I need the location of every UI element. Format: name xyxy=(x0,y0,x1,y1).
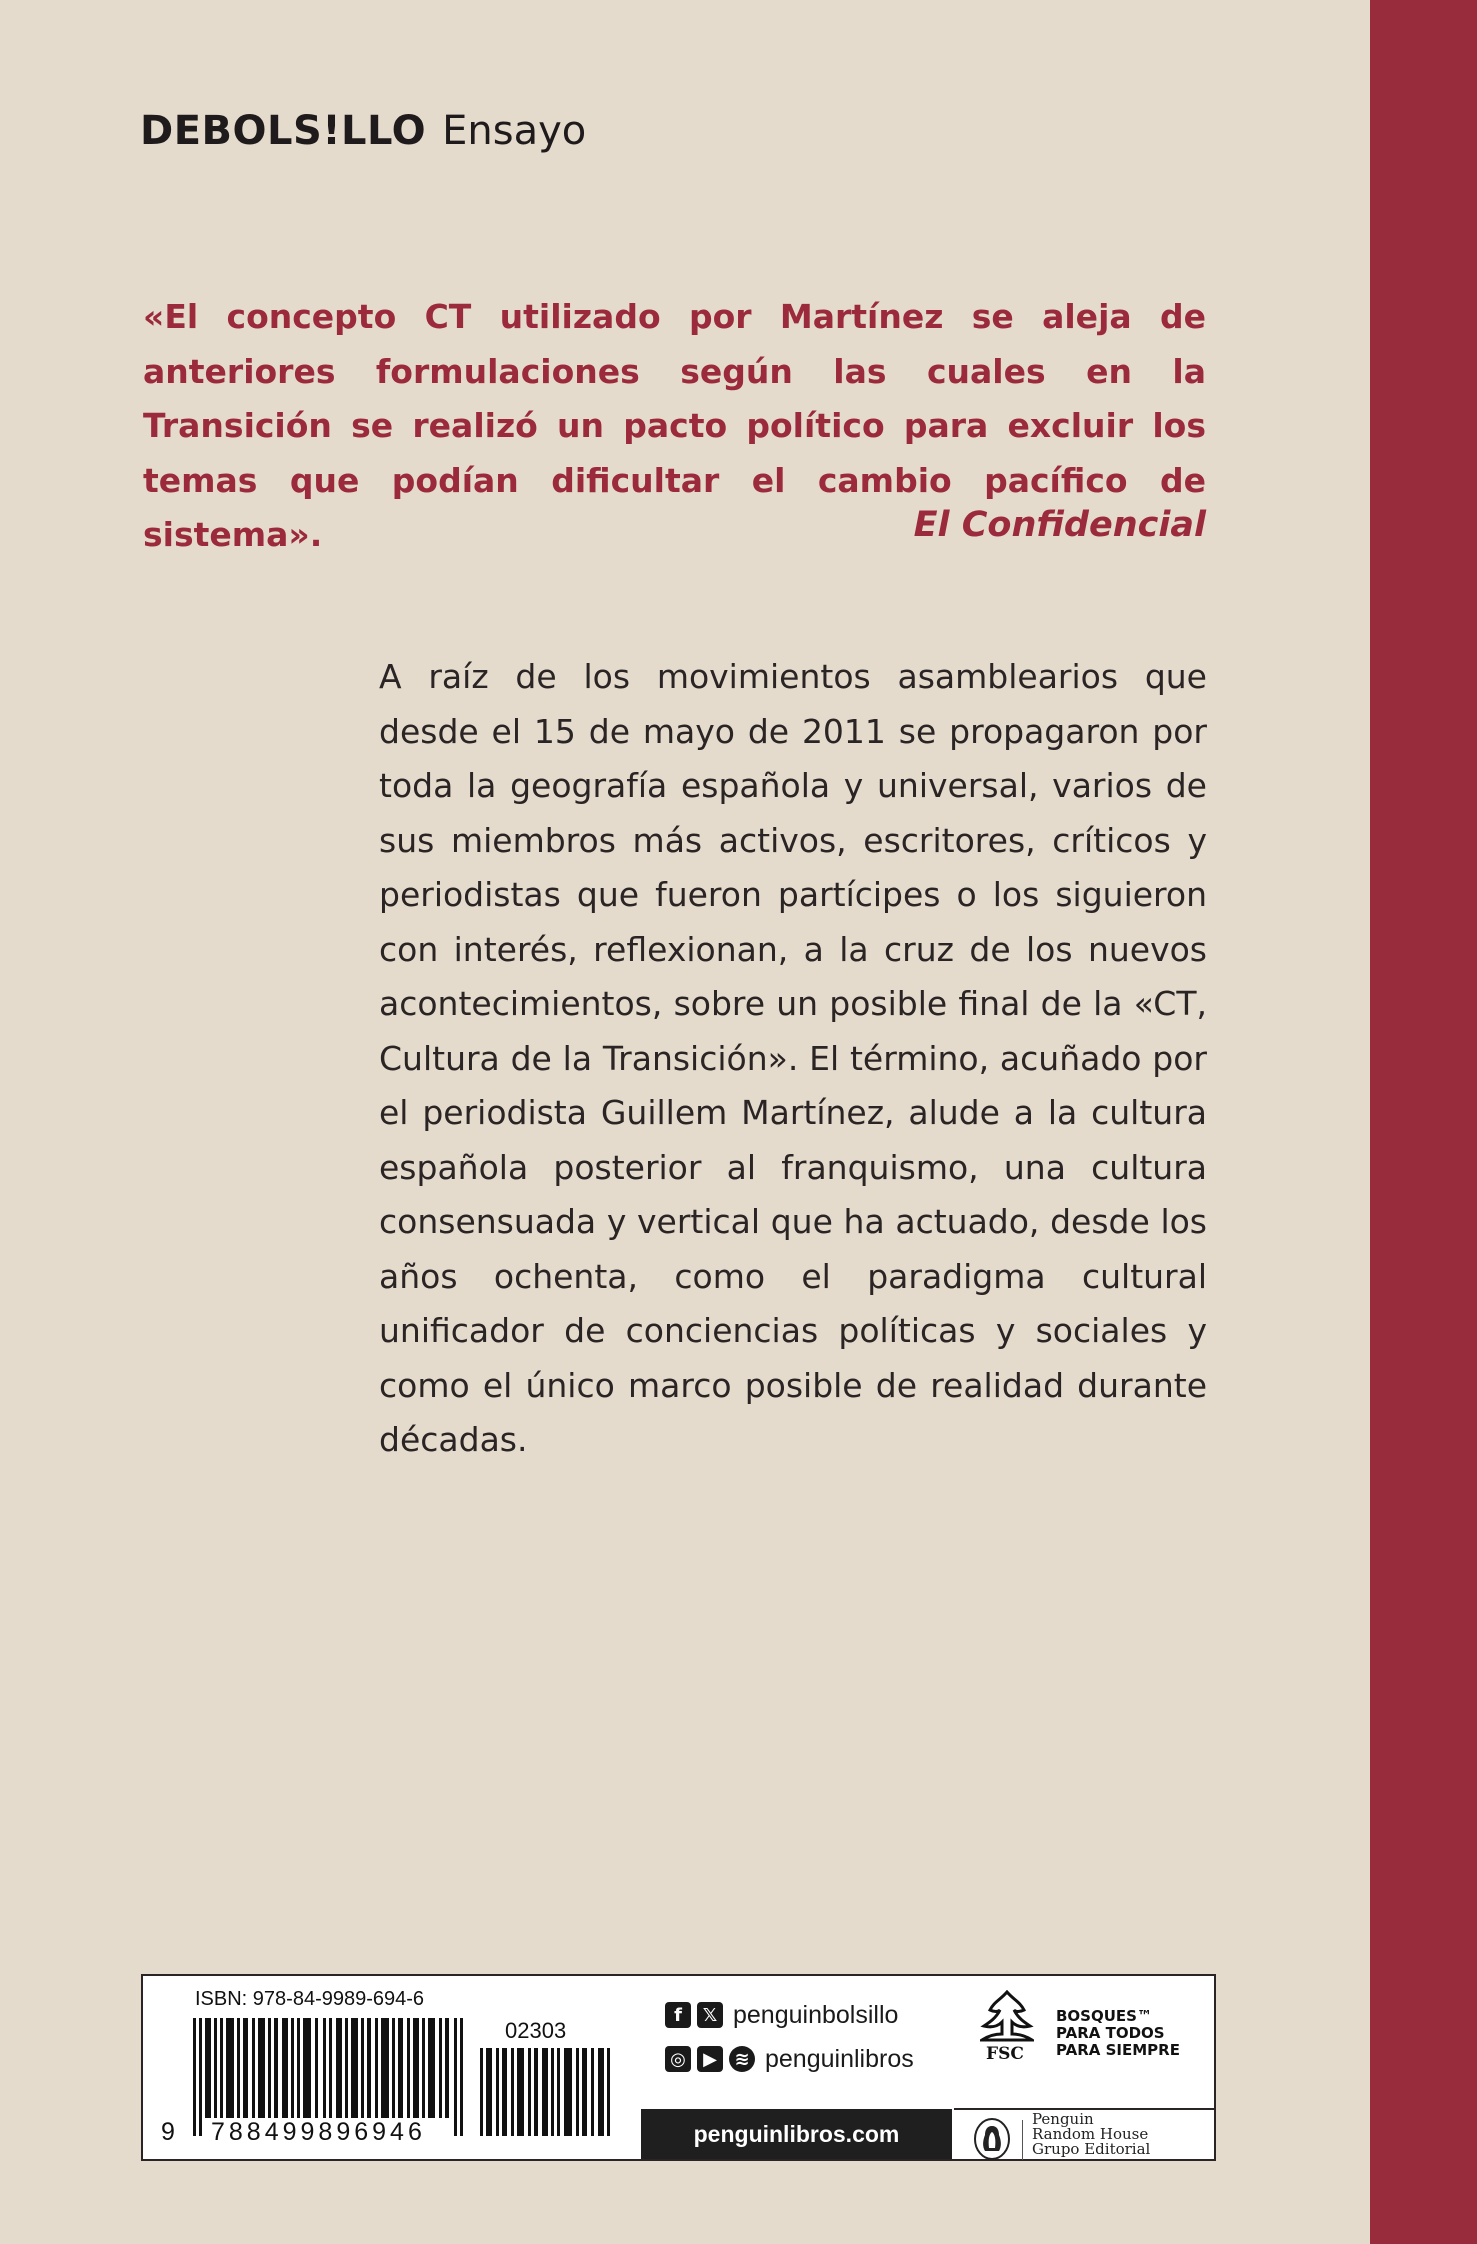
series-name: Ensayo xyxy=(442,108,587,154)
barcode-area xyxy=(143,1976,643,2159)
spotify-icon[interactable]: ≋ xyxy=(729,2046,755,2072)
website-bar xyxy=(641,2109,952,2159)
quote-source: El Confidencial xyxy=(913,505,1206,545)
addon-barcode-icon xyxy=(480,2048,610,2136)
isbn: ISBN: 978-84-9989-694-6 xyxy=(195,1988,425,2010)
fsc-line-3: PARA SIEMPRE xyxy=(1056,2041,1180,2059)
publisher-group-logo xyxy=(954,2110,1214,2159)
social-area xyxy=(641,1976,956,2159)
website-link[interactable]: penguinlibros.com xyxy=(693,2120,900,2147)
fsc-logo xyxy=(954,1976,1214,2110)
publisher-divider xyxy=(1022,2120,1023,2160)
social-row-bolsillo xyxy=(665,1998,898,2032)
ean-digits: 788499896946 xyxy=(211,2118,426,2146)
fsc-tree-icon xyxy=(980,1990,1034,2042)
barcode-addon-number: 02303 xyxy=(505,2018,567,2043)
certification-area xyxy=(954,1976,1214,2159)
publisher-logo xyxy=(140,108,586,168)
penguin-logo-icon xyxy=(972,2118,1012,2180)
fsc-line-2: PARA TODOS xyxy=(1056,2024,1165,2042)
x-icon[interactable]: 𝕏 xyxy=(697,2002,723,2028)
book-spine xyxy=(1370,0,1477,2244)
back-cover-info-box xyxy=(141,1974,1216,2161)
social-handle-libros[interactable]: penguinlibros xyxy=(765,2044,914,2073)
fsc-line-1: BOSQUES™ xyxy=(1056,2007,1152,2025)
publisher-name xyxy=(1032,2112,1150,2157)
social-row-libros xyxy=(665,2042,914,2076)
press-quote: «El concepto CT utilizado por Martínez se aleja de anteriores formulaciones según las cuales en la Transición se realizó un pacto político para excluir los temas que podían dificultar el cambio pacífico de sistema». xyxy=(143,297,1206,554)
publisher-line-3: Grupo Editorial xyxy=(1032,2140,1151,2158)
facebook-icon[interactable]: f xyxy=(665,2002,691,2028)
publisher-line-1: Penguin xyxy=(1032,2110,1094,2128)
publisher-line-2: Random House xyxy=(1032,2125,1149,2143)
ean-first-digit: 9 xyxy=(161,2118,175,2146)
instagram-icon[interactable]: ◎ xyxy=(665,2046,691,2072)
synopsis: A raíz de los movimientos asamblearios que desde el 15 de mayo de 2011 se propagaron por toda la geografía española y universal, varios de sus miembros más activos, escritores, críticos y periodistas que fueron partícipes o los siguieron con interés, reflexionan, a la cruz de los nuevos acontecimientos, sobre un posible final de la «CT, Cultura de la Transición». El término, acuñado por el periodista Guillem Martínez, alude a la cultura española posterior al franquismo, una cultura consensuada y vertical que ha actuado, desde los años ochenta, como el paradigma cultural unificador de conciencias políticas y sociales y como el único marco posible de realidad durante décadas. xyxy=(379,657,1207,1459)
brand-name: DEBOLS!LLO xyxy=(140,108,427,154)
social-handle-bolsillo[interactable]: penguinbolsillo xyxy=(733,2000,899,2029)
fsc-slogan xyxy=(1056,2008,1180,2059)
fsc-label: FSC xyxy=(986,2044,1024,2064)
youtube-icon[interactable]: ▶ xyxy=(697,2046,723,2072)
